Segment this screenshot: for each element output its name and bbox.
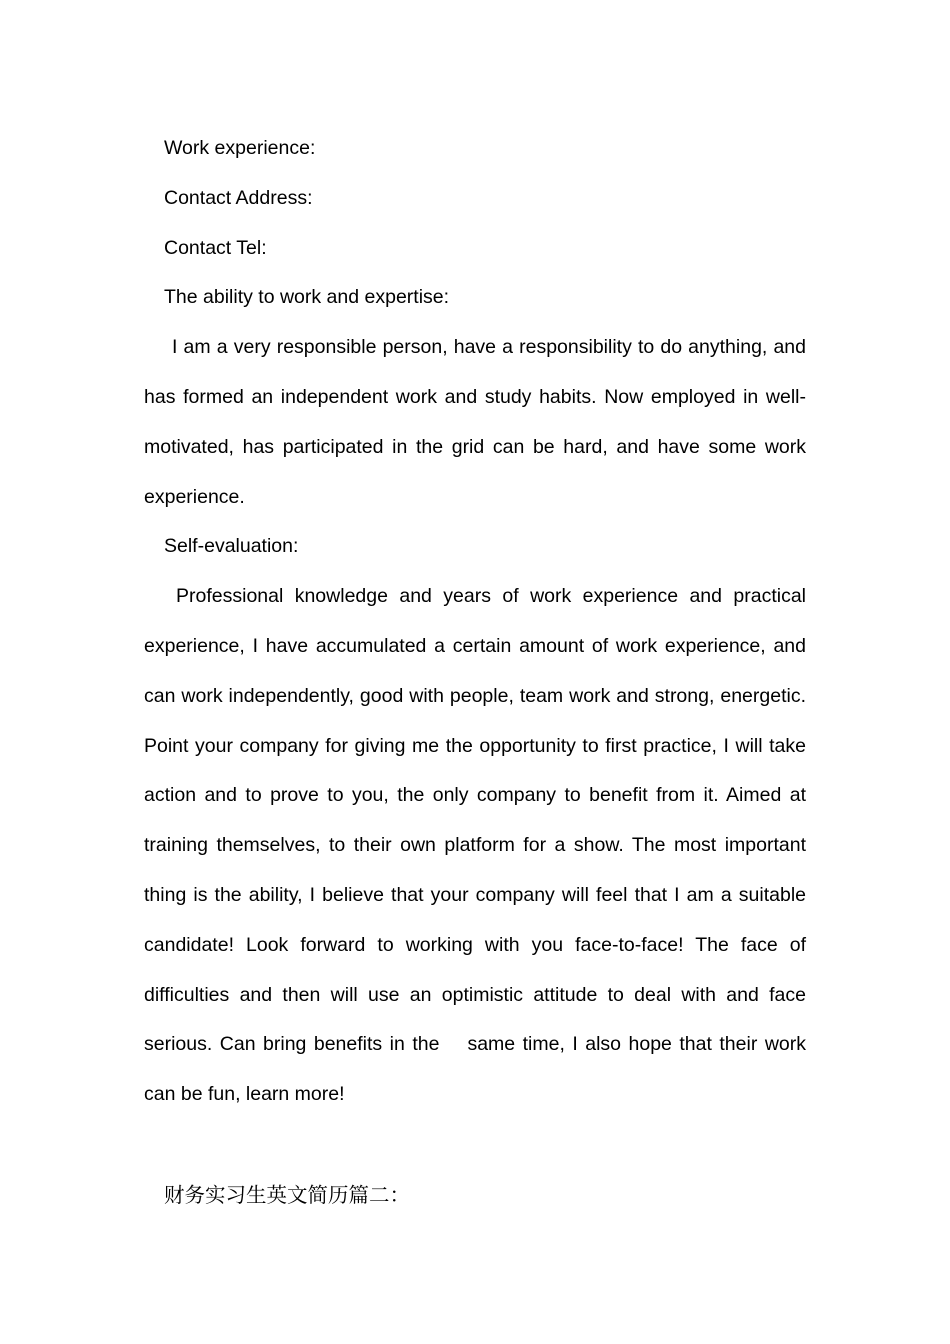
self-evaluation-heading: Self-evaluation: — [164, 535, 299, 558]
section-title: 财务实习生英文简历篇二： — [164, 1183, 410, 1207]
contact-tel-label: Contact Tel: — [164, 236, 267, 259]
work-experience-label: Work experience: — [164, 137, 316, 159]
self-evaluation-body: Professional knowledge and years of work experience and practical experience, I have accumulated a certain amount of work experience, and can work independently, good with people, team work and strong, energetic. Point your company for giving me the opportunity to first practice, I will take action and to prove to you, the only company to benefit from it. Aimed at training themselves, to their own platform for a show. The most important thing is the ability, I believe that your company will feel that I am a suitable candidate! Look forward to working with you face-to-face! The face of difficulties and then will use an optimistic attitude to deal with and face serious. Can bring benefits in the — [144, 585, 806, 1056]
contact-address-label: Contact Address: — [164, 186, 313, 209]
self-evaluation-paragraph — [144, 572, 806, 1120]
ability-heading: The ability to work and expertise: — [164, 286, 450, 309]
ability-paragraph: I am a very responsible person, have a responsibility to do anything, and has formed an independent work and study habits. Now employed in well-motivated, has participated in the grid can be hard, and have some work experience. — [144, 336, 806, 508]
self-evaluation-tail: same time, I also hope that their work can be fun, learn more! — [144, 1033, 806, 1106]
document-body — [144, 124, 806, 1120]
